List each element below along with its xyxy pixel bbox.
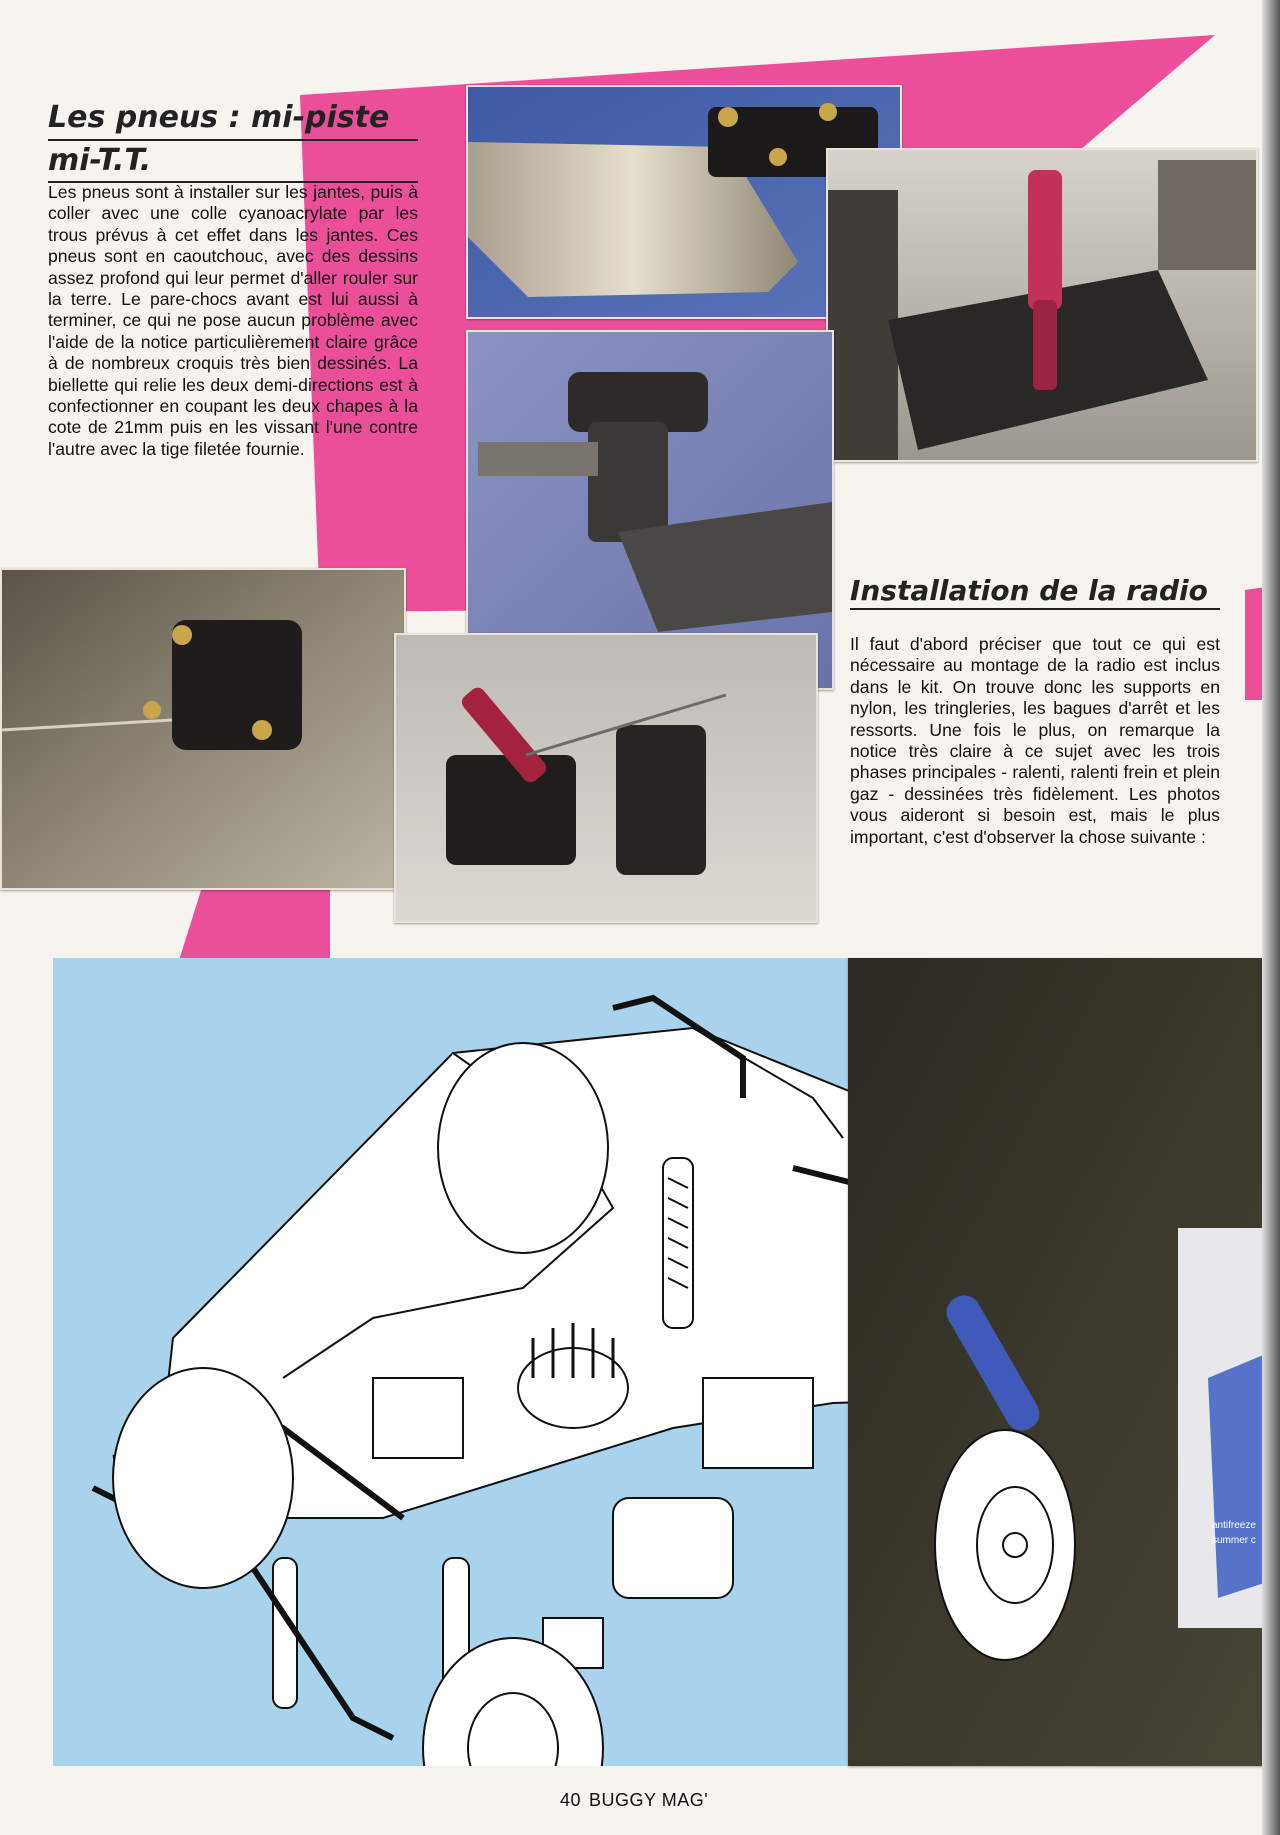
page-number: 40 [560, 1790, 582, 1810]
section-heading-tires-line2: mi-T.T. [48, 143, 152, 178]
product-label-line1: antifreeze [1212, 1520, 1256, 1531]
section-heading-radio: Installation de la radio [850, 574, 1208, 607]
rear-tire-overlay [930, 1420, 1080, 1670]
photo-chassis-plate [0, 568, 406, 890]
magazine-name: BUGGY MAG' [589, 1790, 709, 1810]
tires-paragraph: Les pneus sont à installer sur les jantes, puis à coller avec une colle cyanoacrylate par les trous prévus à cet effet dans les jantes. Ces pneus sont en caoutchouc, avec des dessins assez profond qui leur permet d'aller rouler sur la terre. Le pare-chocs avant est lui aussi à terminer, ce qui ne pose aucun problème avec l'aide de la notice particulièrement claire grâce à de nombreux croquis très bien dessinés. La biellette qui relie les deux demi-directions est à confectionner en coupant les deux chapes à la cote de 21mm puis en les vissant l'une contre l'autre avec la tige filetée fournie. [48, 182, 418, 459]
product-label-line2: summer c [1212, 1535, 1256, 1546]
photo-red-shock [826, 148, 1258, 462]
radio-paragraph: Il faut d'abord préciser que tout ce qui est nécessaire au montage de la radio est inclus dans le kit. On trouve donc les supports en nylon, les tringleries, les bagues d'arrêt et les ressorts. Une fois le plus, on remarque la notice très claire à ce sujet avec les trois phases principales - ralenti, ralenti frein et plein gaz - dessinées très fidèlement. Les photos vous aideront si besoin est, mais le plus important, c'est d'observer la chose suivante : [850, 634, 1220, 847]
page-footer [560, 1790, 716, 1811]
photo-shock-arm [394, 633, 818, 923]
heading-rule [48, 139, 418, 141]
heading-rule [850, 608, 1220, 610]
section-heading-tires-line1: Les pneus : mi-piste [48, 100, 390, 135]
page-gutter [1262, 0, 1280, 1835]
